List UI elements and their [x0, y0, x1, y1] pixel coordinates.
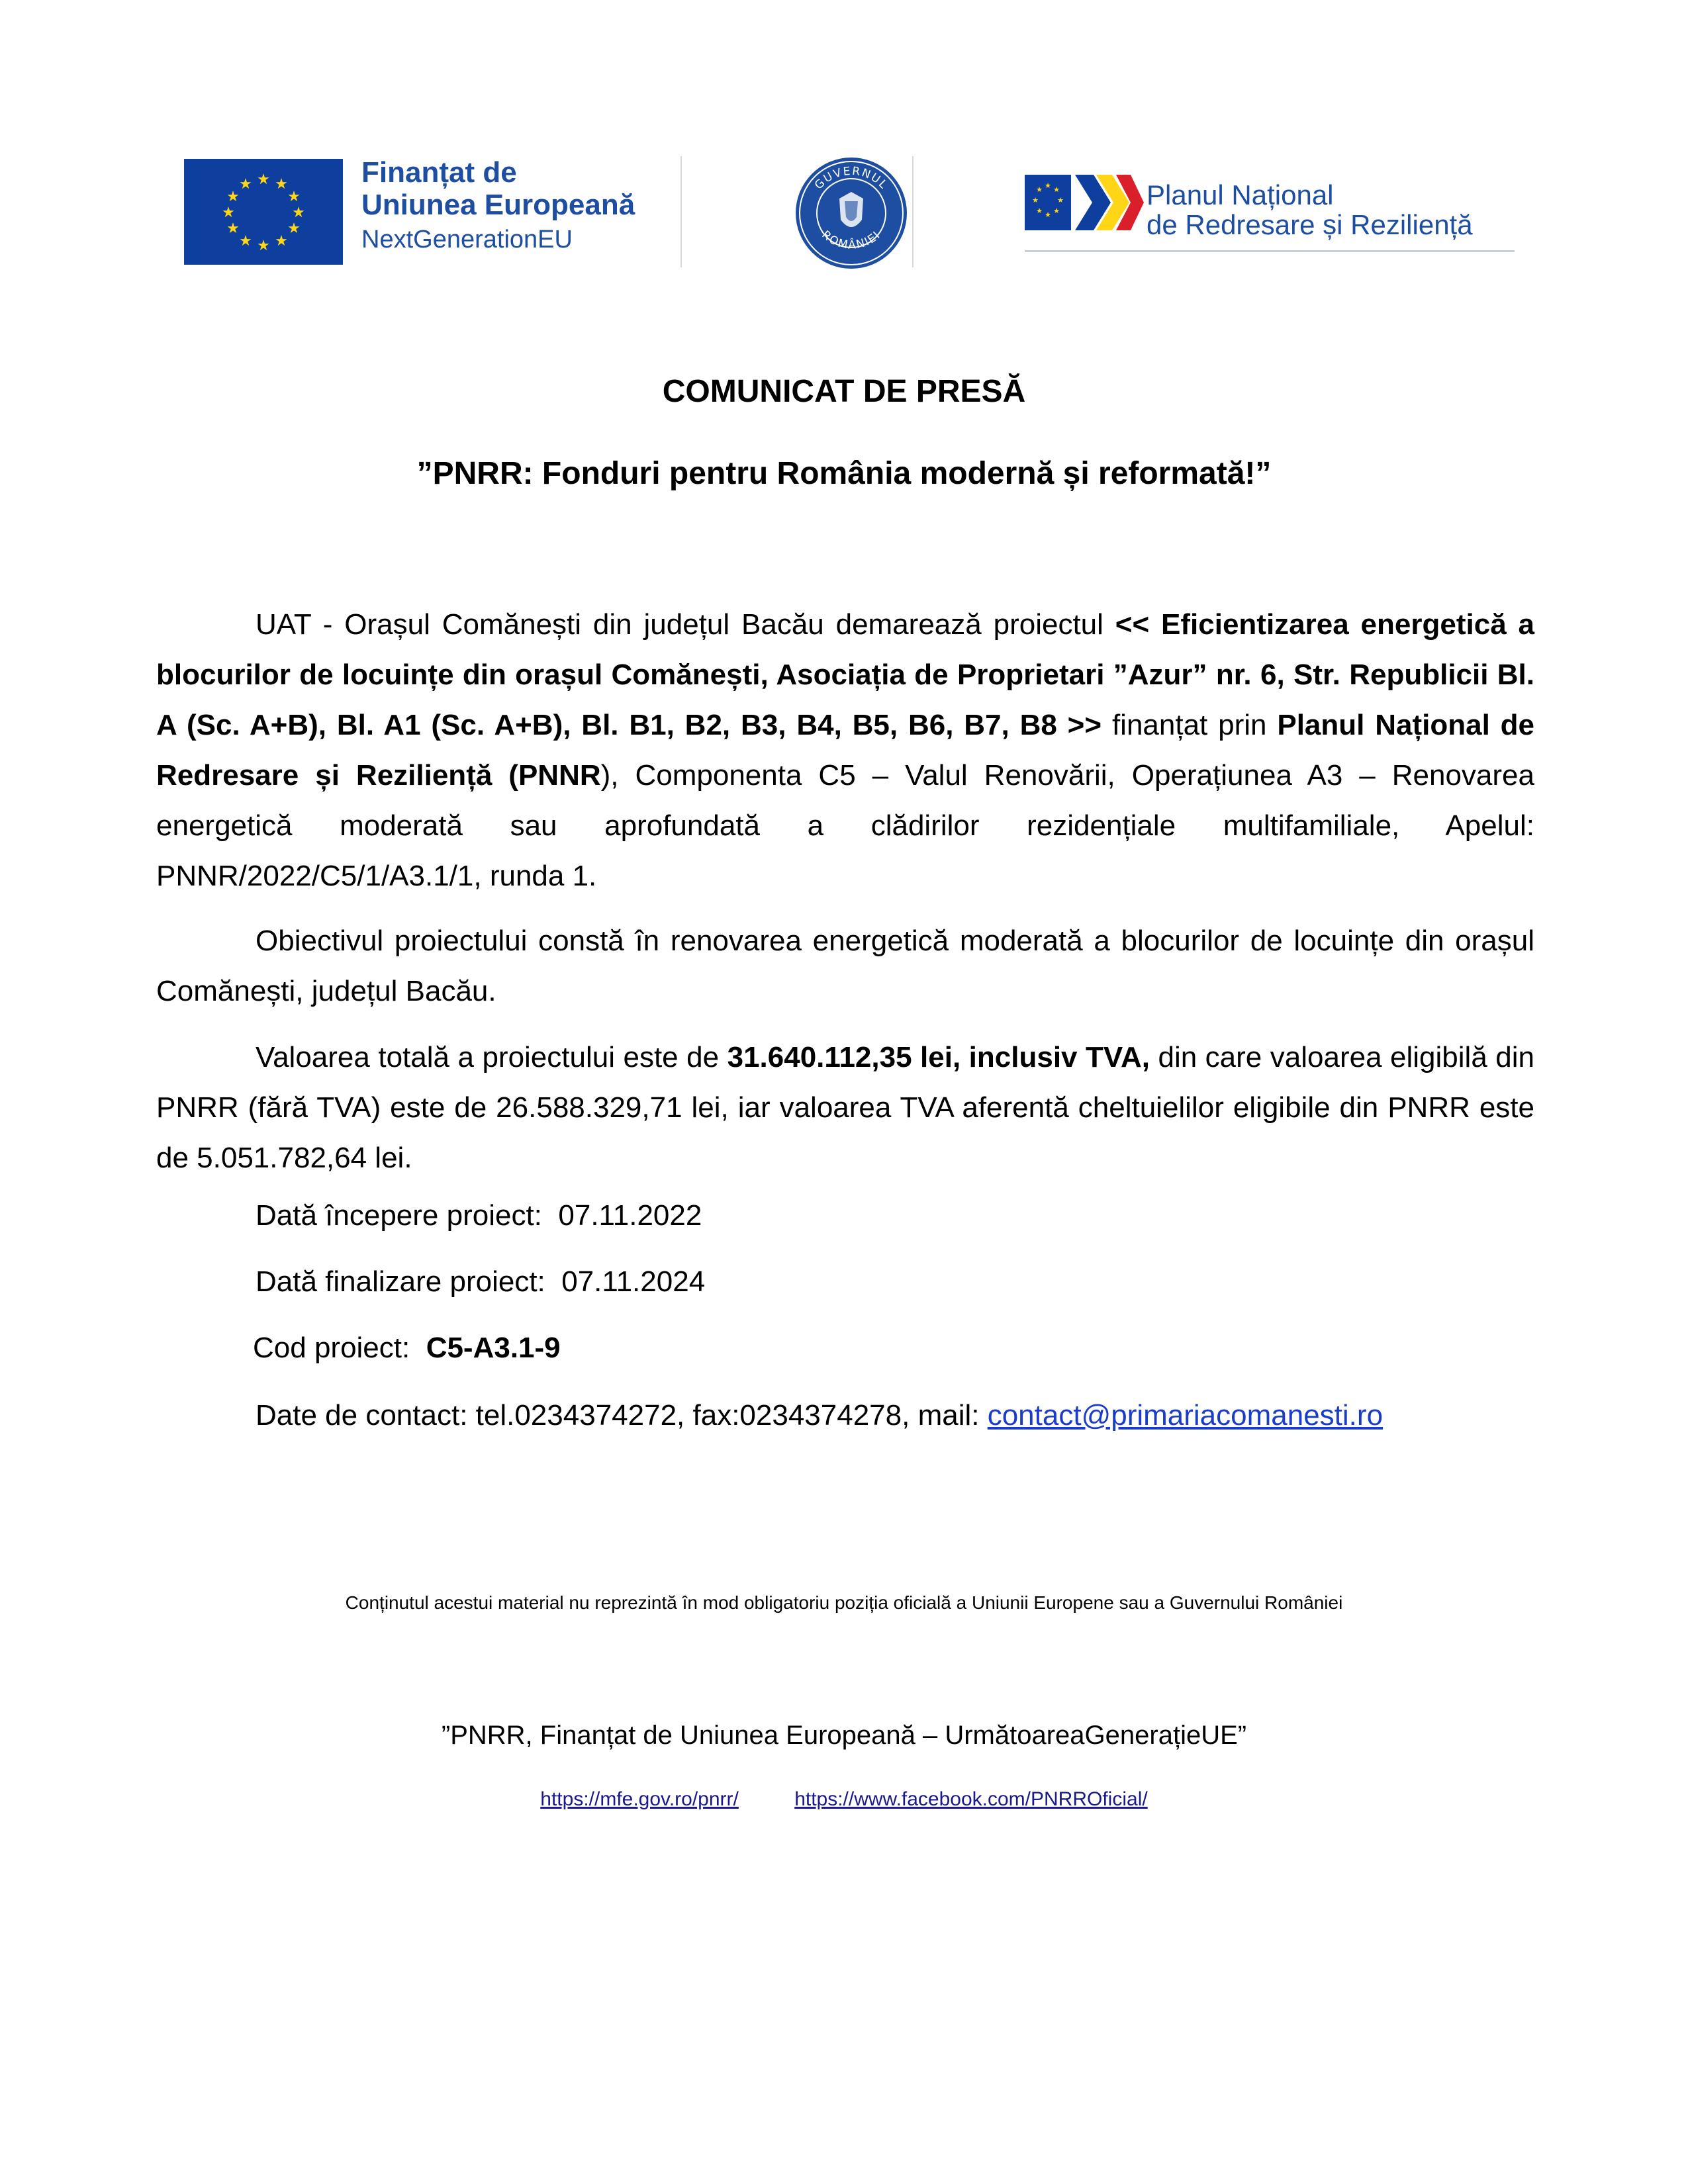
- footer-links: [0, 1788, 1688, 1811]
- facebook-pnrr-link[interactable]: https://www.facebook.com/PNRROficial/: [794, 1788, 1148, 1810]
- svg-text:GUVERNUL: GUVERNUL: [812, 164, 891, 193]
- p1-program-name: Planul Național de Redresare și Reziliență (PNNR: [156, 709, 1534, 792]
- svg-text:★: ★: [292, 205, 305, 221]
- svg-text:★: ★: [1057, 196, 1064, 205]
- pnrr-logo-line2: de Redresare și Reziliență: [1147, 209, 1473, 241]
- end-date-line: [256, 1265, 705, 1298]
- project-code-label: Cod proiect:: [253, 1332, 410, 1364]
- svg-text:★: ★: [257, 171, 270, 188]
- svg-text:★: ★: [226, 189, 240, 205]
- pnrr-logo-underline: [1025, 250, 1515, 252]
- contact-email-link[interactable]: contact@primariacomanesti.ro: [987, 1399, 1383, 1432]
- start-date-line: [256, 1199, 702, 1232]
- value-paragraph: [156, 1032, 1534, 1183]
- svg-text:★: ★: [1053, 206, 1060, 215]
- pnrr-logo-text: [1147, 180, 1473, 240]
- svg-text:★: ★: [1032, 196, 1039, 205]
- svg-text:★: ★: [1036, 206, 1043, 215]
- romanian-government-seal-icon: [793, 155, 910, 271]
- eu-logo-line3: NextGenerationEU: [361, 225, 573, 253]
- svg-text:★: ★: [1045, 210, 1051, 219]
- svg-text:★: ★: [239, 176, 252, 193]
- end-date-value: 07.11.2024: [561, 1265, 706, 1298]
- start-date-value: 07.11.2022: [558, 1199, 702, 1232]
- svg-text:★: ★: [275, 233, 288, 250]
- p1-intro: UAT - Orașul Comănești din județul Bacău demarează proiectul: [256, 608, 1103, 641]
- eu-logo-line2: Uniunea Europeană: [361, 189, 635, 222]
- pnrr-slogan: ”PNRR, Finanțat de Uniunea Europeană – UrmătoareaGenerațieUE”: [441, 1721, 1247, 1750]
- eu-logo-line1: Finanțat de: [361, 156, 517, 189]
- eu-logo-text: [361, 156, 635, 253]
- p2-text: Obiectivul proiectului constă în renovarea energetică moderată a blocurilor de locuințe din orașul Comănești, județul Bacău.: [156, 925, 1534, 1007]
- svg-text:★: ★: [1036, 185, 1043, 194]
- mfe-pnrr-link[interactable]: https://mfe.gov.ro/pnrr/: [540, 1788, 739, 1810]
- document-title: COMUNICAT DE PRESĂ: [662, 374, 1026, 409]
- svg-text:★: ★: [287, 189, 301, 205]
- eu-stars-graphic: [184, 159, 343, 265]
- svg-text:★: ★: [1053, 185, 1060, 194]
- p1-financed: finanțat prin: [1111, 709, 1267, 741]
- project-code-line: [253, 1332, 561, 1365]
- document-subtitle: ”PNRR: Fonduri pentru România modernă și reformată!”: [416, 456, 1272, 491]
- svg-text:★: ★: [257, 238, 270, 254]
- pnrr-flag-arrows-icon: [1025, 169, 1144, 236]
- p1-rest: ), Componenta C5 – Valul Renovării, Operațiunea A3 – Renovarea energetică moderată sau aprofundată a clădirilor rezidențiale multifamiliale, Apelul: PNNR/2022/C5/1/A3.1/1, runda 1.: [156, 759, 1534, 892]
- logo-header: [0, 0, 1688, 304]
- p3-rest: din care valoarea eligibilă din PNRR (fără TVA) este de 26.588.329,71 lei, iar valoarea TVA aferentă cheltuielilor eligibile din PNRR este de 5.051.782,64 lei.: [156, 1041, 1534, 1174]
- start-date-label: Dată începere proiect:: [256, 1199, 542, 1232]
- objective-paragraph: [156, 916, 1534, 1017]
- disclaimer-text: Conținutul acestui material nu reprezintă în mod obligatoriu poziția oficială a Uniunii Europene sau a Guvernului României: [345, 1592, 1343, 1613]
- pnrr-logo-line1: Planul Național: [1147, 179, 1334, 210]
- end-date-label: Dată finalizare proiect:: [256, 1265, 545, 1298]
- p3-total-value: 31.640.112,35 lei, inclusiv TVA,: [727, 1041, 1150, 1073]
- svg-text:★: ★: [222, 205, 235, 221]
- svg-text:★: ★: [239, 233, 252, 250]
- eu-funding-logo: [184, 156, 682, 267]
- p1-project-name: << Eficientizarea energetică a blocurilor de locuințe din orașul Comănești, Asociația de Proprietari ”Azur” nr. 6, Str. Republicii Bl. A (Sc. A+B), Bl. A1 (Sc. A+B), Bl. B1, B2, B3, B4, B5, B6, B7, B8 >>: [156, 608, 1534, 741]
- eu-flag-icon: [184, 159, 343, 265]
- logo-divider: [912, 156, 914, 267]
- project-description-paragraph: [156, 600, 1534, 901]
- project-code-value: C5-A3.1-9: [426, 1332, 561, 1364]
- contact-label: Date de contact: tel.0234374272, fax:0234374278, mail:: [256, 1399, 980, 1432]
- p3-intro: Valoarea totală a proiectului este de: [256, 1041, 720, 1073]
- svg-text:★: ★: [287, 220, 301, 237]
- contact-line: [256, 1399, 1383, 1432]
- svg-text:★: ★: [275, 176, 288, 193]
- svg-text:★: ★: [1045, 181, 1051, 190]
- svg-text:★: ★: [226, 220, 240, 237]
- pnrr-logo: [1025, 164, 1528, 257]
- svg-text:ROMÂNIEI: ROMÂNIEI: [819, 228, 884, 252]
